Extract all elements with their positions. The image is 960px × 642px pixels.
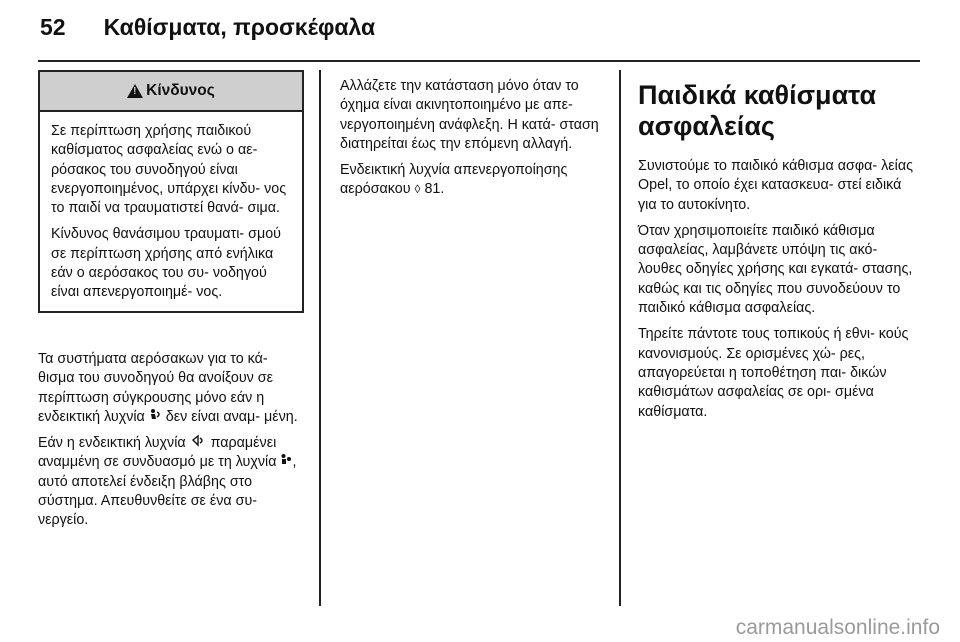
column-divider: [619, 70, 621, 606]
header-rule: [38, 60, 920, 62]
right-column-text: [638, 80, 920, 429]
paragraph: Όταν χρησιμοποιείτε παιδικό κάθισμα ασφαλείας, λαμβάνετε υπόψη τις ακό- λουθες οδηγίες χρήσης και εγκατά- στασης, καθώς και τις οδηγίες που συνοδεύουν το παιδικό κάθισμα ασφαλείας.: [638, 222, 913, 317]
middle-column-text: [340, 77, 612, 207]
airbag-off-icon: [190, 434, 207, 447]
page-number: 52: [40, 14, 66, 40]
paragraph: Εάν η ενδεικτική λυχνία παραμένει αναμμένη σε συνδυασμό με τη λυχνία , αυτό αποτελεί ένδειξη βλάβης στο σύστημα. Απευθυνθείτε σε ένα συ- νεργείο.: [38, 435, 297, 529]
page-title: Καθίσματα, προσκέφαλα: [103, 14, 376, 40]
danger-paragraph: Σε περίπτωση χρήσης παιδικού καθίσματος ασφαλείας ενώ ο αε- ρόσακος του συνοδηγού είναι ενεργοποιημένος, υπάρχει κίνδυ- νος το παιδί να τραυματιστεί θανά- σιμα.: [51, 123, 287, 217]
paragraph: Τηρείτε πάντοτε τους τοπικούς ή εθνι- κούς κανονισμούς. Σε ορισμένες χώ- ρες, απαγορεύεται η τοποθέτηση παι- δικών καθισμάτων ασφαλείας σε ορι- σμένα καθίσματα.: [638, 326, 909, 420]
danger-title: Κίνδυνος: [146, 82, 215, 99]
section-heading: Παιδικά καθίσματα ασφαλείας: [638, 80, 877, 141]
danger-paragraph: Κίνδυνος θανάσιμου τραυματι- σμού σε περίπτωση χρήσης από ενήλικα εάν ο αερόσακος του συ- νοδηγού είναι απενεργοποιημέ- νος.: [51, 226, 281, 301]
passenger-airbag-on-icon: [149, 408, 162, 421]
column-divider: [319, 70, 321, 606]
watermark: carmanualsonline.info: [735, 616, 940, 639]
danger-box-header: [40, 72, 302, 112]
paragraph: Τα συστήματα αερόσακων για το κά- θισμα του συνοδηγού θα ανοίξουν σε περίπτωση σύγκρουσης μόνο εάν η ενδεικτική λυχνία δεν είναι αναμ- μένη.: [38, 351, 298, 425]
paragraph: Συνιστούμε το παιδικό κάθισμα ασφα- λείας Opel, το οποίο έχει κατασκευα- στεί ειδικά για το αυτοκίνητο.: [638, 158, 913, 213]
page-reference: 81.: [424, 181, 445, 198]
warning-triangle-icon: [127, 84, 143, 98]
page-header: [40, 14, 375, 41]
paragraph: Ενδεικτική λυχνία απενεργοποίησης αερόσακου ◊ 81.: [340, 162, 568, 198]
page-reference-arrow-icon: ◊: [414, 182, 421, 197]
left-column-text: [38, 350, 308, 538]
paragraph: Αλλάζετε την κατάσταση μόνο όταν το όχημα είναι ακινητοποιημένο με απε- νεργοποιημένη ανάφλεξη. Η κατά- σταση διατηρείται έως την επόμενη αλλαγή.: [340, 78, 599, 152]
danger-box: [38, 70, 304, 313]
airbag-warning-icon: [280, 453, 292, 466]
